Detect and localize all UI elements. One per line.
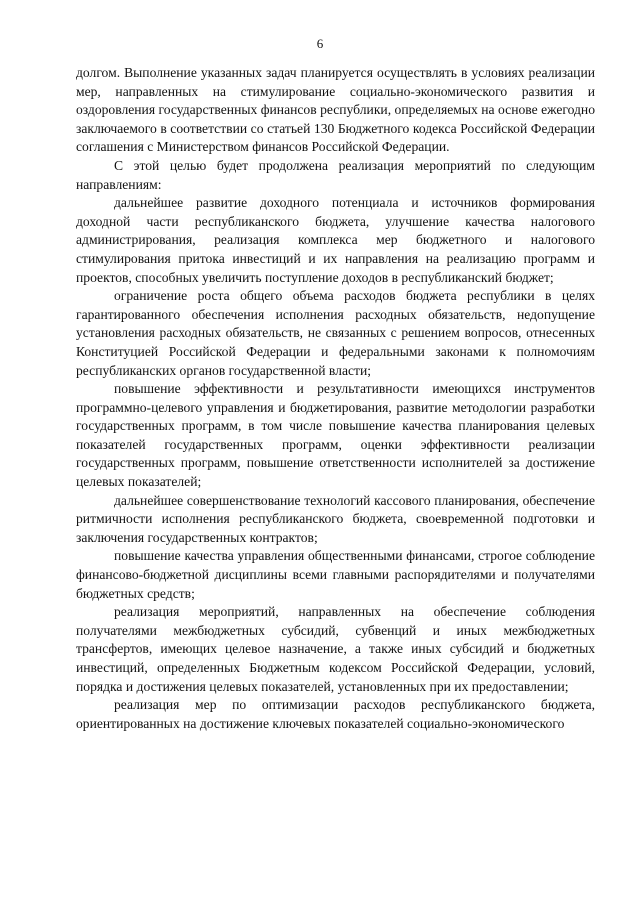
document-body — [76, 64, 595, 733]
page-number: 6 — [316, 36, 324, 51]
paragraph-continuation: долгом. Выполнение указанных задач планируется осуществлять в условиях реализации мер, направленных на стимулирование социально-экономического развития и оздоровления государственных финансов республики, определяемых на основе ежегодно заключаемого в соответствии со статьей 130 Бюджетного кодекса Российской Федерации соглашения с Министерством финансов Российской Федерации. — [76, 65, 595, 155]
paragraph-expense-optimization: реализация мер по оптимизации расходов республиканского бюджета, ориентированных на достижение ключевых показателей социально-экономического — [76, 697, 595, 731]
paragraph-program-efficiency: повышение эффективности и результативности имеющихся инструментов программно-целевого управления и бюджетирования, развитие методологии разработки государственных программ, в том числе повышение качества планирования целевых показателей государственных программ, оценки эффективности реализации государственных программ, повышение ответственности исполнителей за достижение целевых показателей; — [76, 381, 595, 490]
paragraph-intro: С этой целью будет продолжена реализация мероприятий по следующим направлениям: — [76, 157, 595, 192]
paragraph-expense-limit: ограничение роста общего объема расходов бюджета республики в целях гарантированного обеспечения исполнения расходных обязательств, недопущение установления расходных обязательств, не связанных с решением вопросов, отнесенных Конституцией Российской Федерации и федеральными законами к полномочиям республиканских органов государственной власти; — [76, 288, 595, 378]
paragraph-transfers-compliance: реализация мероприятий, направленных на обеспечение соблюдения получателями межбюджетных субсидий, субвенций и иных межбюджетных трансфертов, имеющих целевое назначение, а также иных субсидий и бюджетных инвестиций, определенных Бюджетным кодексом Российской Федерации, условий, порядка и достижения целевых показателей, установленных при их предоставлении; — [76, 604, 595, 694]
paragraph-finance-management: повышение качества управления общественными финансами, строгое соблюдение финансово-бюджетной дисциплины всеми главными распорядителями и получателями бюджетных средств; — [76, 548, 595, 601]
paragraph-revenue-potential: дальнейшее развитие доходного потенциала и источников формирования доходной части республиканского бюджета, улучшение качества налогового администрирования, реализация комплекса мер бюджетного и налогового стимулирования притока инвестиций и их направления на реализацию программ и проектов, способных увеличить поступление доходов в республиканский бюджет; — [76, 195, 595, 285]
paragraph-cash-planning: дальнейшее совершенствование технологий кассового планирования, обеспечение ритмичности исполнения республиканского бюджета, своевременной подготовки и заключения государственных контрактов; — [76, 492, 595, 545]
